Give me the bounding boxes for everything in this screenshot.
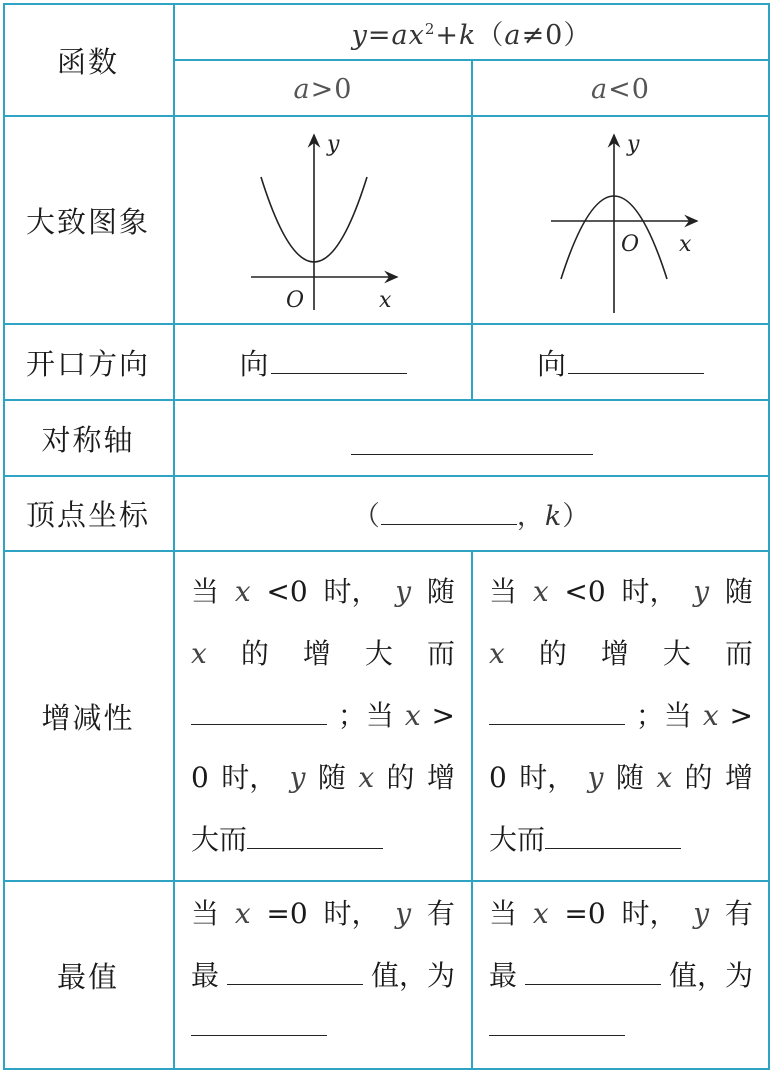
text-fragment: 大而: [489, 823, 546, 856]
answer-blank[interactable]: [489, 696, 625, 725]
answer-blank[interactable]: [191, 1007, 327, 1036]
text-fragment: 值，为: [668, 959, 753, 992]
text-fragment: ，: [516, 501, 545, 532]
text-fragment: ）: [562, 501, 591, 532]
text-fragment: x: [358, 761, 375, 794]
text-fragment: 而: [724, 637, 753, 670]
text-fragment: 随: [724, 575, 753, 608]
text-fragment: 时，: [323, 575, 380, 608]
text-fragment: ；当: [635, 699, 692, 732]
text-fragment: x: [234, 575, 251, 608]
origin-label: O: [286, 288, 305, 313]
text-fragment: 随: [317, 761, 346, 794]
graph-label: [3, 117, 173, 323]
text-fragment: y: [693, 897, 710, 930]
text-fragment: 开口方向: [25, 346, 150, 381]
text-fragment: a: [391, 19, 409, 51]
text-fragment: >0: [310, 73, 353, 105]
answer-blank[interactable]: [227, 956, 363, 985]
text-fragment: y: [289, 761, 306, 794]
origin-label: O: [621, 232, 640, 257]
text-fragment: 的: [386, 761, 415, 794]
text-fragment: x: [404, 699, 421, 732]
text-fragment: 增: [426, 761, 455, 794]
properties-table: [3, 3, 770, 1070]
text-fragment: x: [656, 761, 673, 794]
text-fragment: 大: [662, 637, 691, 670]
answer-blank[interactable]: [525, 956, 661, 985]
vertex-label: [3, 477, 173, 550]
answer-blank[interactable]: [351, 438, 593, 455]
text-fragment: 大致图象: [25, 204, 150, 239]
text-fragment: x: [702, 699, 719, 732]
answer-blank[interactable]: [271, 344, 407, 374]
symmetry-axis-answer: [175, 401, 768, 475]
text-fragment: 的: [240, 637, 269, 670]
case-a-positive: [175, 61, 471, 117]
answer-blank[interactable]: [545, 820, 681, 849]
text-fragment: 有: [426, 897, 455, 930]
opening-label: [3, 325, 173, 399]
text-fragment: y: [587, 761, 604, 794]
text-fragment: a: [504, 19, 522, 51]
text-fragment: 0: [191, 761, 209, 794]
text-fragment: 大而: [191, 823, 248, 856]
text-fragment: ）: [563, 19, 592, 51]
text-fragment: 大: [364, 637, 393, 670]
text-fragment: x: [532, 575, 549, 608]
symmetry-axis-label: [3, 401, 173, 475]
text-fragment: x: [489, 637, 505, 670]
text-fragment: <0: [608, 73, 650, 105]
text-fragment: y: [395, 897, 412, 930]
text-fragment: 增: [600, 637, 629, 670]
text-fragment: 最: [191, 959, 220, 992]
text-fragment: =: [367, 19, 392, 51]
text-fragment: x: [532, 897, 549, 930]
text-fragment: 值，为: [370, 959, 455, 992]
y-axis-label: y: [627, 132, 640, 157]
answer-blank[interactable]: [568, 344, 704, 374]
text-fragment: 的: [538, 637, 567, 670]
text-fragment: 增减性: [41, 700, 135, 735]
text-fragment: 对称轴: [41, 422, 135, 457]
text-fragment: 时，: [323, 897, 380, 930]
graph-downward-parabola: [473, 117, 768, 323]
text-fragment: 最: [489, 959, 518, 992]
y-axis-label: y: [327, 132, 340, 157]
text-fragment: +: [435, 19, 460, 51]
text-fragment: k: [544, 501, 563, 532]
function-formula: [175, 3, 768, 61]
vertex-answer: [175, 477, 768, 550]
border-right: [768, 3, 770, 1070]
extreme-positive: [191, 883, 455, 1069]
text-fragment: ；当: [337, 699, 394, 732]
text-fragment: y: [693, 575, 710, 608]
text-fragment: 向: [536, 346, 568, 381]
text-fragment: =0: [564, 897, 606, 930]
case-a-negative: [473, 61, 768, 117]
answer-blank[interactable]: [247, 820, 383, 849]
text-fragment: 时，: [221, 761, 278, 794]
x-axis-label: x: [679, 232, 692, 257]
x-axis-label: x: [379, 288, 392, 313]
text-fragment: 当: [191, 897, 220, 930]
text-fragment: y: [395, 575, 412, 608]
text-fragment: （: [352, 501, 381, 532]
text-fragment: 0: [489, 761, 507, 794]
text-fragment: 当: [191, 575, 220, 608]
text-fragment: （: [476, 19, 505, 51]
opening-answer-positive: [175, 325, 471, 399]
extreme-negative: [489, 883, 753, 1069]
monotonic-label: [3, 552, 173, 880]
text-fragment: 的: [684, 761, 713, 794]
text-fragment: =0: [266, 897, 308, 930]
text-fragment: 增: [724, 761, 753, 794]
extreme-label: [3, 882, 173, 1068]
text-fragment: x: [408, 19, 425, 51]
answer-blank[interactable]: [191, 696, 327, 725]
text-fragment: 向: [239, 346, 271, 381]
text-fragment: 最值: [56, 959, 119, 994]
text-fragment: <0: [564, 575, 606, 608]
text-fragment: 时，: [519, 761, 576, 794]
text-fragment: 顶点坐标: [25, 498, 150, 532]
text-fragment: 时，: [621, 575, 678, 608]
text-fragment: 当: [489, 575, 518, 608]
text-fragment: 增: [302, 637, 331, 670]
text-fragment: a: [591, 73, 609, 105]
text-fragment: <0: [266, 575, 308, 608]
text-fragment: 时，: [621, 897, 678, 930]
monotonic-negative: [489, 561, 753, 871]
text-fragment: 随: [426, 575, 455, 608]
col-divider-middle-bottom: [471, 550, 473, 1070]
text-fragment: a: [293, 73, 311, 105]
text-fragment: >: [431, 699, 455, 732]
text-fragment: >: [729, 699, 753, 732]
answer-blank[interactable]: [489, 1007, 625, 1036]
function-label: [3, 3, 173, 117]
text-fragment: x: [234, 897, 251, 930]
text-fragment: 有: [724, 897, 753, 930]
answer-blank[interactable]: [381, 497, 517, 525]
monotonic-positive: [191, 561, 455, 871]
text-fragment: 当: [489, 897, 518, 930]
opening-answer-negative: [473, 325, 768, 399]
text-fragment: 而: [426, 637, 455, 670]
text-fragment: 随: [615, 761, 644, 794]
text-fragment: 2: [424, 19, 436, 38]
graph-upward-parabola: [175, 117, 471, 323]
text-fragment: x: [191, 637, 207, 670]
text-fragment: ≠0: [521, 19, 564, 51]
text-fragment: 函数: [56, 44, 119, 79]
text-fragment: y: [351, 19, 368, 51]
text-fragment: k: [459, 19, 477, 51]
